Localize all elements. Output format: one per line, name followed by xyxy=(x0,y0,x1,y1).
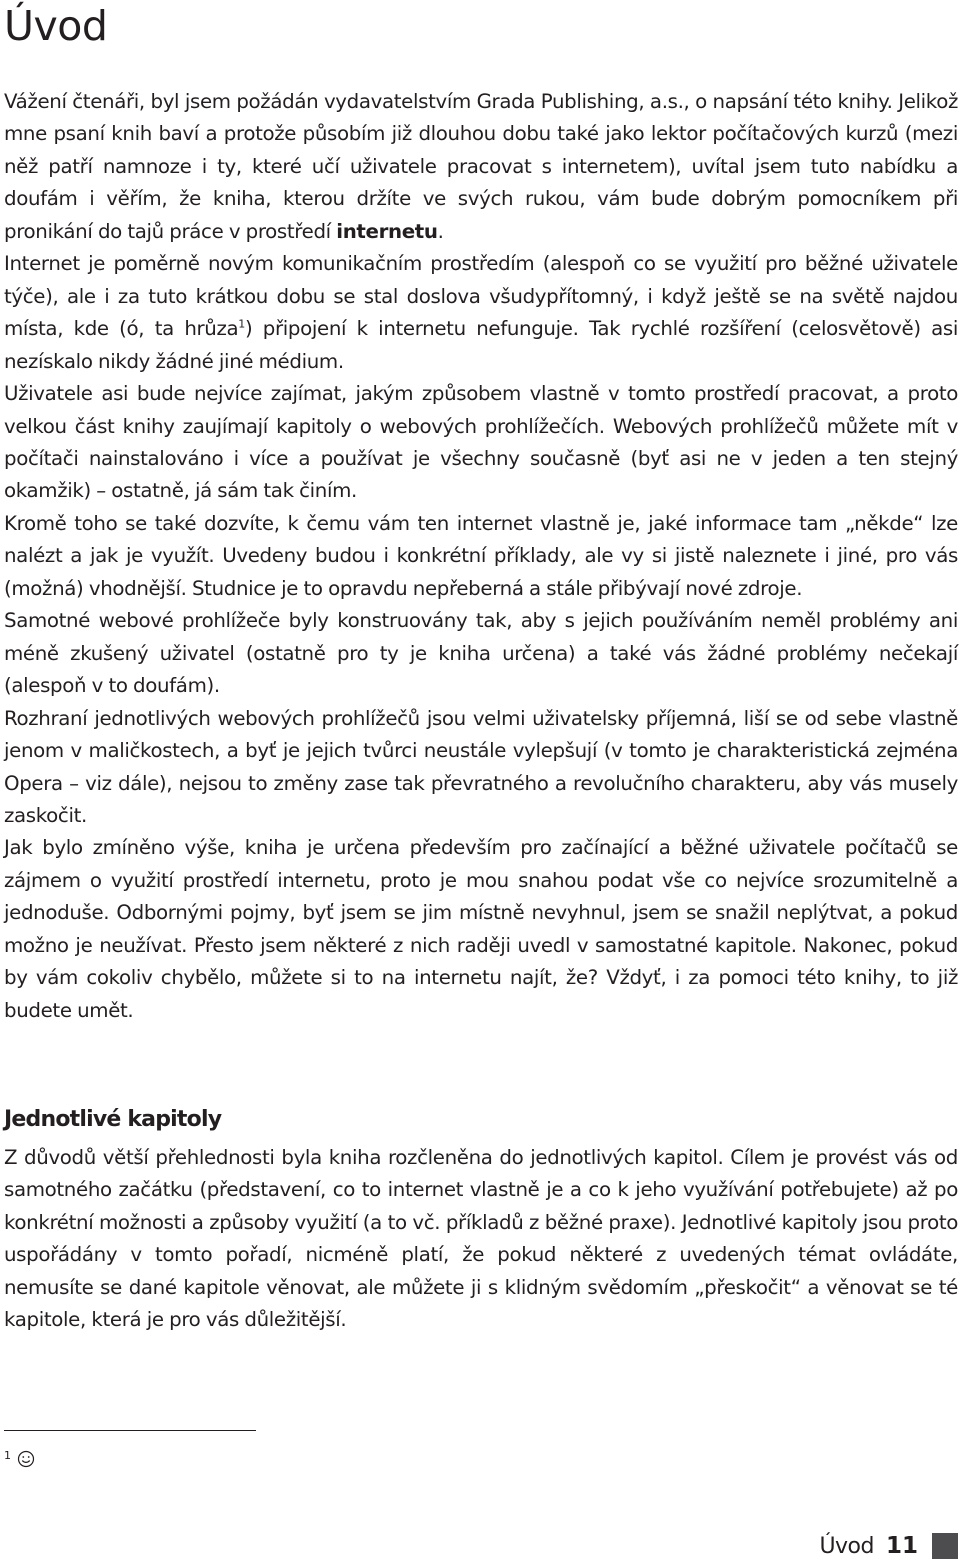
intro-paragraph-2-text: Internet je poměrně novým komunikačním prostředím (alespoň co se využití pro běžné uživatele týče), ale i za tuto krátkou dobu se stal doslova všudypřítomný, i když ještě se na světě najdou místa, kde (ó, ta hrůza xyxy=(4,252,958,341)
intro-text xyxy=(4,86,958,1027)
smiley-icon xyxy=(17,1446,35,1474)
footnote-rule xyxy=(4,1430,256,1431)
intro-paragraph-3: Uživatele asi bude nejvíce zajímat, jakým způsobem vlastně v tomto prostředí pracovat, a proto velkou část knihy zaujímají kapitoly o webových prohlížečích. Webových prohlížečů můžete mít v počítači nainstalováno i více a používat je všechny současně (byť asi ne v jeden a ten stejný okamžik) – ostatně, já sám tak činím. xyxy=(4,382,958,503)
page-title: Úvod xyxy=(4,2,108,50)
intro-paragraph-1-end: . xyxy=(437,219,444,243)
footnote-number: 1 xyxy=(4,1449,11,1462)
chapters-paragraph: Z důvodů větší přehlednosti byla kniha rozčleněna do jednotlivých kapitol. Cílem je provést vás od samotného začátku (představení, co to internet vlastně je a co k jeho využívání potřebujete) až po konkrétní možnosti a způsoby využití (a to vč. příkladů z běžné praxe). Jednotlivé kapitoly jsou proto uspořádány v tomto pořadí, nicméně platí, že pokud některé z uvedených témat ovládáte, nemusíte se dané kapitole věnovat, ale můžete ji s klidným svědomím „přeskočit“ a věnovat se té kapitole, která je pro vás důležitější. xyxy=(4,1146,958,1332)
intro-paragraph-2 xyxy=(4,248,958,378)
footer-chapter-label: Úvod xyxy=(819,1533,874,1559)
intro-paragraph-5: Samotné webové prohlížeče byly konstruovány tak, aby s jejich používáním neměl problémy ani méně zkušený uživatel (ostatně pro ty je kniha určena) a také vás žádné problémy nečekají (alespoň v to doufám). xyxy=(4,609,958,698)
section-heading: Jednotlivé kapitoly xyxy=(4,1107,222,1132)
intro-paragraph-2-end: ) připojení k internetu nefunguje. Tak rychlé rozšíření (celosvětově) asi nezískalo nikdy žádné jiné médium. xyxy=(4,317,959,373)
chapters-text xyxy=(4,1142,958,1337)
intro-paragraph-6: Rozhraní jednotlivých webových prohlížečů jsou velmi uživatelsky příjemná, liší se od sebe vlastně jenom v maličkostech, a byť je jejich tvůrci neustále vylepšují (v tomto je charakteristická zejména Opera – viz dále), nejsou to změny zase tak převratného a revolučního charakteru, aby vás musely zaskočit. xyxy=(4,706,958,827)
footnote-reference: 1 xyxy=(238,317,245,331)
footer-marker-block xyxy=(932,1533,958,1559)
intro-paragraph-1-text: Vážení čtenáři, byl jsem požádán vydavatelstvím Grada Publishing, a.s., o napsání této knihy. Jelikož mne psaní knih baví a protože působím již dlouhou dobu také jako lektor počítačových kurzů (mezi něž patří namnoze i ty, které učí uživatele pracovat s internetem), uvítal jsem tuto nabídku a doufám i věřím, že kniha, kterou držíte ve svých rukou, vám bude dobrým pomocníkem při pronikání do tajů práce v prostředí xyxy=(4,90,958,243)
internet-bold-term: internetu xyxy=(336,219,438,243)
footnote xyxy=(4,1446,35,1474)
page-number: 11 xyxy=(885,1533,918,1559)
intro-paragraph-4: Kromě toho se také dozvíte, k čemu vám ten internet vlastně je, jaké informace tam „někde“ lze nalézt a jak je využít. Uvedeny budou i konkrétní příklady, ale vy si jistě naleznete i jiné, pro vás (možná) vhodnější. Studnice je to opravdu nepřeberná a stále přibývají nové zdroje. xyxy=(4,511,958,600)
intro-paragraph-1 xyxy=(4,86,958,248)
intro-paragraph-7: Jak bylo zmíněno výše, kniha je určena především pro začínající a běžné uživatele počítačů se zájmem o využití prostředí internetu, proto je mou snahou podat vše co nejvíce srozumitelně a jednoduše. Odbornými pojmy, byť jsem se jim místně nevyhnul, jsem se snažil neplýtvat, a pokud možno je neužívat. Přesto jsem některé z nich raději uvedl v samostatné kapitole. Nakonec, pokud by vám cokoliv chybělo, můžete si to na internetu najít, že? Vždyť, i za pomoci této knihy, to již budete umět. xyxy=(4,836,958,1022)
page-footer xyxy=(819,1530,958,1562)
